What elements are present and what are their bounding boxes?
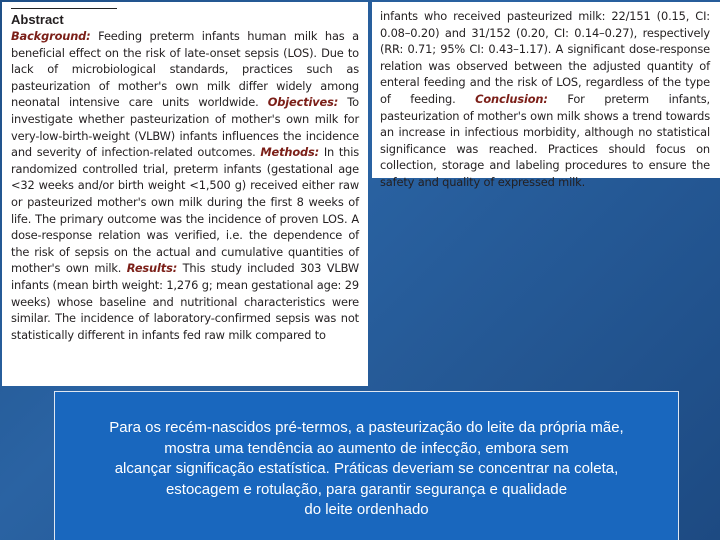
caption-text: Para os recém-nascidos pré-termos, a pasteurização do leite da própria mãe, mostra uma tendência ao aumento de infecção, embora sem alcançar significação estatística. Práticas deveriam se concentrar na coleta, estocagem e rotulação, para garantir segurança e qualidade do leite ordenhado	[109, 419, 624, 518]
results-text: This study included 303 VLBW infants (mean birth weight: 1,276 g; mean gestational age: 29 weeks) whose baseline and nutritional characteristics were similar. The incidence of laboratory-confirmed sepsis was not statistically different in infants fed raw milk compared to	[11, 261, 359, 342]
results-label: Results:	[126, 261, 178, 276]
conclusion-label: Conclusion:	[475, 91, 548, 106]
abstract-heading: Abstract	[11, 12, 64, 27]
abstract-image-right	[372, 2, 720, 189]
background-label: Background:	[11, 29, 91, 43]
background-text: Feeding preterm infants human milk has a beneficial effect on the risk of late-onset sepsis (LOS). Due to lack of microbiological standards, practices such as pasteurization of mother's own milk differ widely among neonatal intensive care units worldwide.	[11, 29, 359, 110]
results-continued-text: infants who received pasteurized milk: 22/151 (0.15, CI: 0.08–0.20) and 31/152 (0.20, CI: 0.14–0.27), respectively (RR: 0.71; 95% CI: 0.43–1.17). A significant dose-response relation was observed between the adjusted quantity of enteral feeding and the risk of LOS, regardless of the type of feeding.	[380, 9, 710, 106]
objectives-text: To investigate whether pasteurization of mother's own milk for very-low-birth-weight (VLBW) infants influences the incidence and severity of infection-related outcomes.	[11, 95, 359, 160]
methods-text: In this randomized controlled trial, preterm infants (gestational age <32 weeks and/or birth weight <1,500 g) received either raw or pasteurized mother's own milk during the first 8 weeks of life. The primary outcome was the incidence of proven LOS. A dose-response relation was verified, i.e. the dependence of the risk of sepsis on the actual and cumulative quantities of mother's own milk.	[11, 145, 360, 276]
abstract-body	[11, 28, 359, 343]
caption-box	[54, 391, 679, 540]
methods-label: Methods:	[260, 145, 320, 160]
abstract-continued-body	[380, 8, 710, 191]
objectives-label: Objectives:	[267, 95, 339, 110]
conclusion-text: For preterm infants, pasteurization of mother's own milk shows a trend towards an increase in infectious morbidity, although no statistical significance was reached. Practices should focus on collection, storage and labeling procedures to ensure the safety and quality of expressed milk.	[380, 91, 710, 189]
heading-rule	[11, 8, 117, 9]
abstract-image-left	[2, 2, 368, 386]
